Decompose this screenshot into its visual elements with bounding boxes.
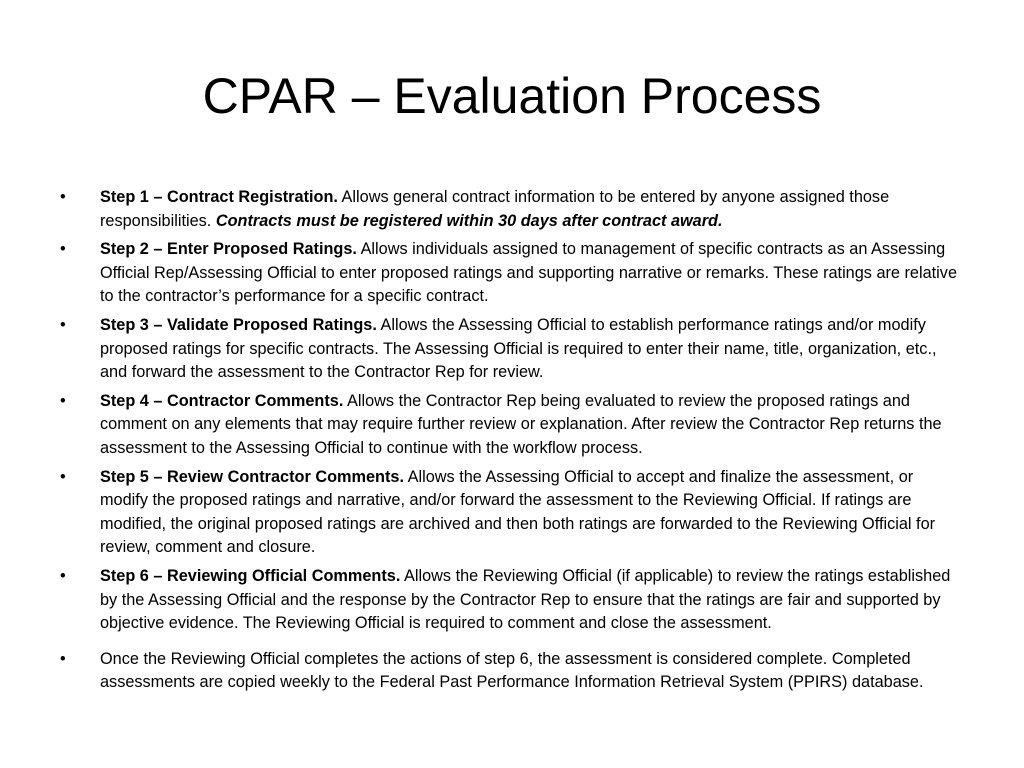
- bullet-icon: •: [60, 315, 66, 334]
- bullet-icon: •: [60, 240, 66, 259]
- bullet-step-1: [60, 186, 965, 233]
- step-label: Step 6 – Reviewing Official Comments.: [100, 566, 401, 585]
- step-label: Step 3 – Validate Proposed Ratings.: [100, 315, 377, 334]
- step-text: Allows the Assessing Official to establish performance ratings and/or modify proposed ratings for specific contracts. The Assessing Official is required to enter their name, title, organization, etc., and forward the assessment to the Contractor Rep for review.: [100, 315, 937, 382]
- step-label: Step 4 – Contractor Comments.: [100, 391, 344, 410]
- step-label: Step 1 – Contract Registration.: [100, 188, 338, 206]
- bullet-icon: •: [60, 566, 66, 585]
- bullet-step-3: [60, 314, 965, 385]
- closing-text: Once the Reviewing Official completes the actions of step 6, the assessment is considered complete. Completed assessments are copied weekly to the Federal Past Performance Information Retrieval System (PPIRS) database.: [100, 649, 924, 692]
- bullet-step-4: [60, 390, 965, 461]
- step-text: Allows the Assessing Official to accept and finalize the assessment, or modify the proposed ratings and narrative, and/or forward the assessment to the Reviewing Official. If ratings are modified, the original proposed ratings are archived and then both ratings are forwarded to the Reviewing Official for review, comment and closure.: [100, 467, 936, 557]
- step-text: Allows the Contractor Rep being evaluated to review the proposed ratings and comment on any elements that may require further review or explanation. After review the Contractor Rep returns the assessment to the Assessing Official to continue with the workflow process.: [100, 391, 942, 457]
- bullet-icon: •: [60, 391, 66, 410]
- slide-title: CPAR – Evaluation Process: [202, 68, 822, 124]
- bullet-icon: •: [60, 649, 66, 668]
- step-label: Step 2 – Enter Proposed Ratings.: [100, 240, 357, 259]
- bullet-icon: •: [60, 188, 66, 206]
- bullet-list: [60, 186, 965, 700]
- bullet-step-5: [60, 466, 965, 560]
- step-emphasis: Contracts must be registered within 30 days after contract award.: [215, 211, 723, 230]
- step-label: Step 5 – Review Contractor Comments.: [100, 467, 404, 486]
- step-text: Allows individuals assigned to management of specific contracts as an Assessing Official Rep/Assessing Official to enter proposed ratings and supporting narrative or remarks. These ratings are relative to the contractor’s performance for a specific contract.: [100, 240, 957, 306]
- step-text: Allows the Reviewing Official (if applicable) to review the ratings established by the Assessing Official and the response by the Contractor Rep to ensure that the ratings are fair and supported by objective evidence. The Reviewing Official is required to comment and close the assessment.: [100, 566, 951, 633]
- bullet-step-2: [60, 238, 965, 309]
- bullet-step-6: [60, 565, 965, 636]
- bullet-icon: •: [60, 467, 66, 486]
- bullet-closing: [60, 648, 965, 695]
- step-text: Allows general contract information to be entered by anyone assigned those responsibilities.: [100, 188, 890, 230]
